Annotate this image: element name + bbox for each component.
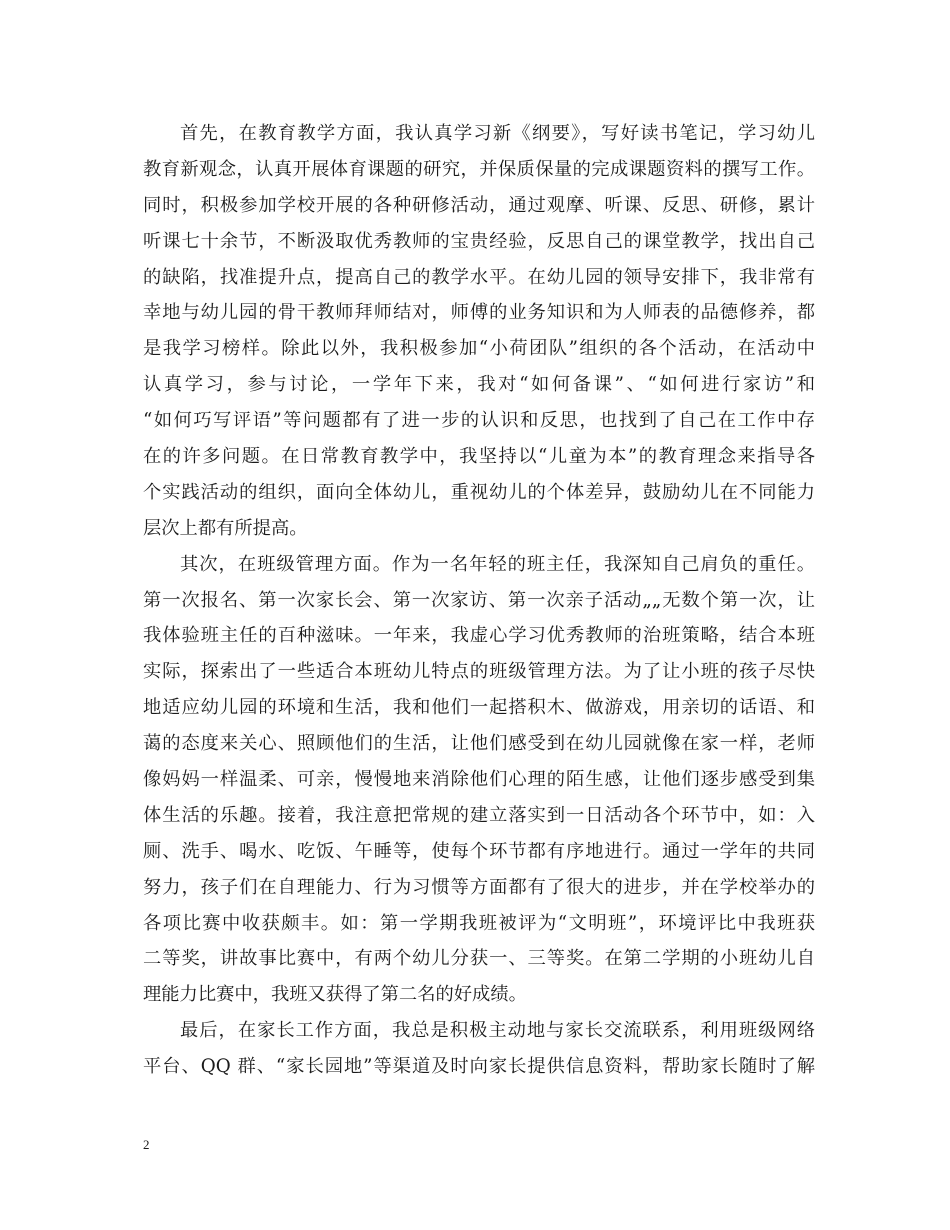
text-line: 个实践活动的组织，面向全体幼儿，重视幼儿的个体差异，鼓励幼儿在不同能力 (143, 481, 815, 503)
text-line: 幸地与幼儿园的骨干教师拜师结对，师傅的业务知识和为人师表的品德修养，都 (143, 302, 815, 324)
text-line: 平台、QQ 群、“家长园地”等渠道及时向家长提供信息资料，帮助家长随时了解 (143, 1056, 815, 1078)
document-body (143, 116, 815, 1085)
text-line: 各项比赛中收获颇丰。如：第一学期我班被评为“文明班”，环境评比中我班获 (143, 912, 815, 934)
paragraph-parent-work (143, 1013, 815, 1085)
text-line: 地适应幼儿园的环境和生活，我和他们一起搭积木、做游戏，用亲切的话语、和 (143, 697, 815, 719)
paragraph-teaching (143, 116, 815, 547)
text-line: 层次上都有所提高。 (143, 517, 308, 539)
text-line: 理能力比赛中，我班又获得了第二名的好成绩。 (143, 984, 527, 1006)
text-line: 蔼的态度来关心、照顾他们的生活，让他们感受到在幼儿园就像在家一样，老师 (143, 733, 815, 755)
text-line: 在的许多问题。在日常教育教学中，我坚持以“儿童为本”的教育理念来指导各 (143, 446, 815, 468)
text-line: 第一次报名、第一次家长会、第一次家访、第一次亲子活动„„无数个第一次，让 (143, 589, 815, 611)
text-line: 努力，孩子们在自理能力、行为习惯等方面都有了很大的进步，并在学校举办的 (143, 876, 815, 898)
text-line: 认真学习，参与讨论，一学年下来，我对“如何备课”、“如何进行家访”和 (143, 374, 815, 396)
text-line: “如何巧写评语”等问题都有了进一步的认识和反思，也找到了自己在工作中存 (143, 410, 815, 432)
paragraph-class-management (143, 547, 815, 1014)
text-line: 其次，在班级管理方面。作为一名年轻的班主任，我深知自己肩负的重任。 (180, 553, 815, 575)
text-line: 听课七十余节，不断汲取优秀教师的宝贵经验，反思自己的课堂教学，找出自己 (143, 230, 815, 252)
text-line: 我体验班主任的百种滋味。一年来，我虚心学习优秀教师的治班策略，结合本班 (143, 625, 815, 647)
page-number: 2 (143, 1137, 150, 1152)
text-line: 实际，探索出了一些适合本班幼儿特点的班级管理方法。为了让小班的孩子尽快 (143, 661, 815, 683)
text-line: 二等奖，讲故事比赛中，有两个幼儿分获一、三等奖。在第二学期的小班幼儿自 (143, 948, 815, 970)
text-line: 的缺陷，找准提升点，提高自己的教学水平。在幼儿园的领导安排下，我非常有 (143, 266, 815, 288)
text-line: 同时，积极参加学校开展的各种研修活动，通过观摩、听课、反思、研修，累计 (143, 194, 815, 216)
text-line: 首先，在教育教学方面，我认真学习新《纲要》，写好读书笔记，学习幼儿 (180, 123, 815, 144)
text-line: 厕、洗手、喝水、吃饭、午睡等，使每个环节都有序地进行。通过一学年的共同 (143, 840, 815, 862)
text-line: 体生活的乐趣。接着，我注意把常规的建立落实到一日活动各个环节中，如：入 (143, 804, 815, 826)
text-line: 是我学习榜样。除此以外，我积极参加“小荷团队”组织的各个活动，在活动中 (143, 338, 815, 360)
text-line: 像妈妈一样温柔、可亲，慢慢地来消除他们心理的陌生感，让他们逐步感受到集 (143, 769, 815, 791)
text-line: 教育新观念，认真开展体育课题的研究，并保质保量的完成课题资料的撰写工作。 (143, 158, 815, 180)
text-line: 最后，在家长工作方面，我总是积极主动地与家长交流联系，利用班级网络 (180, 1020, 815, 1042)
